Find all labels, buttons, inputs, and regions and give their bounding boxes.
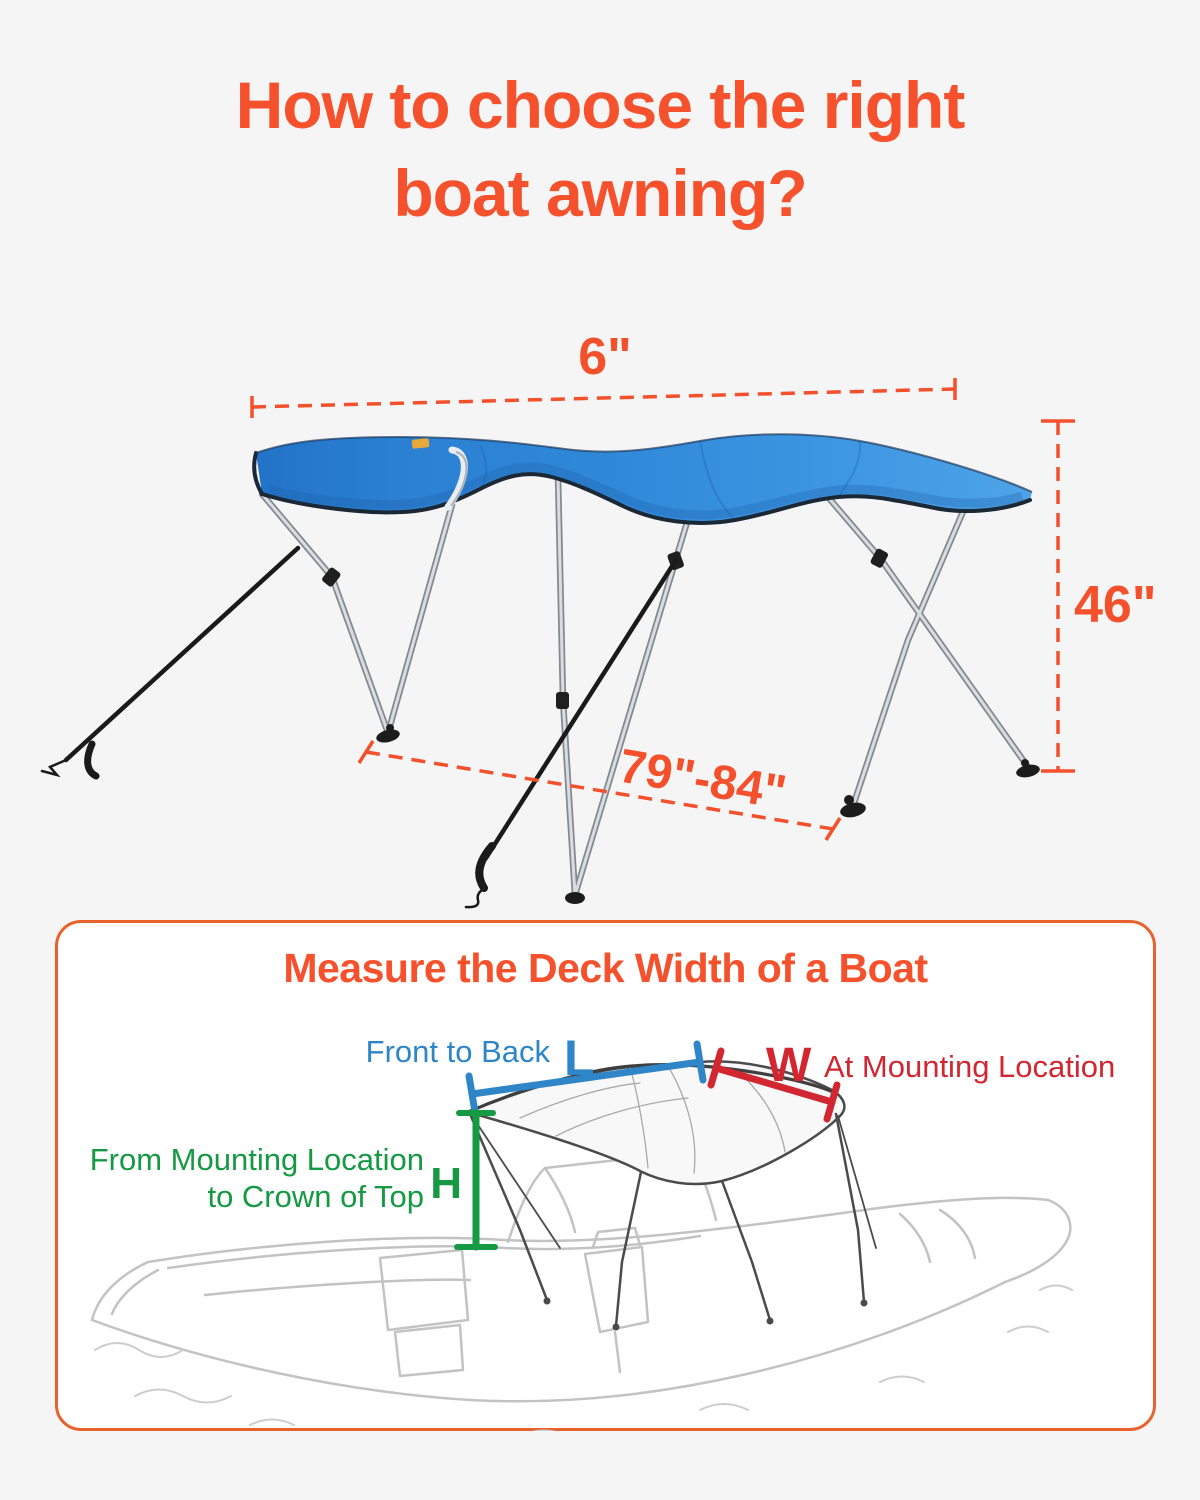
dimension-depth [359, 740, 840, 840]
logo-patch [412, 438, 430, 449]
width-letter: W [766, 1039, 812, 1092]
height-label-line1: From Mounting Location [89, 1142, 424, 1177]
water-squiggles [95, 1286, 1072, 1432]
length-letter: L [564, 1030, 595, 1086]
top-width-label: 6" [578, 328, 632, 386]
height-annotation [90, 1113, 495, 1247]
measure-diagram [55, 920, 1156, 1431]
awning-straps [42, 548, 676, 907]
width-label: At Mounting Location [824, 1049, 1116, 1084]
title-line-2: boat awning? [393, 155, 807, 230]
canopy [254, 434, 1032, 523]
height-letter: H [430, 1159, 462, 1208]
length-label: Front to Back [365, 1034, 550, 1069]
bimini-top-diagram [0, 300, 1200, 920]
depth-label: 79"-84" [615, 739, 790, 820]
measure-panel-title: Measure the Deck Width of a Boat [283, 945, 928, 991]
height-label: 46" [1074, 576, 1157, 634]
title-line-1: How to choose the right [235, 68, 965, 142]
awning-frame [262, 476, 1028, 895]
bimini-sketch [468, 1061, 876, 1330]
dimension-top-width [252, 328, 955, 418]
measure-panel [55, 920, 1156, 1431]
mounting-feet [375, 724, 1041, 904]
frame-clamps [321, 548, 889, 709]
dimension-height [1041, 421, 1157, 771]
height-label-line2: to Crown of Top [207, 1179, 424, 1214]
page-title [0, 62, 1200, 238]
